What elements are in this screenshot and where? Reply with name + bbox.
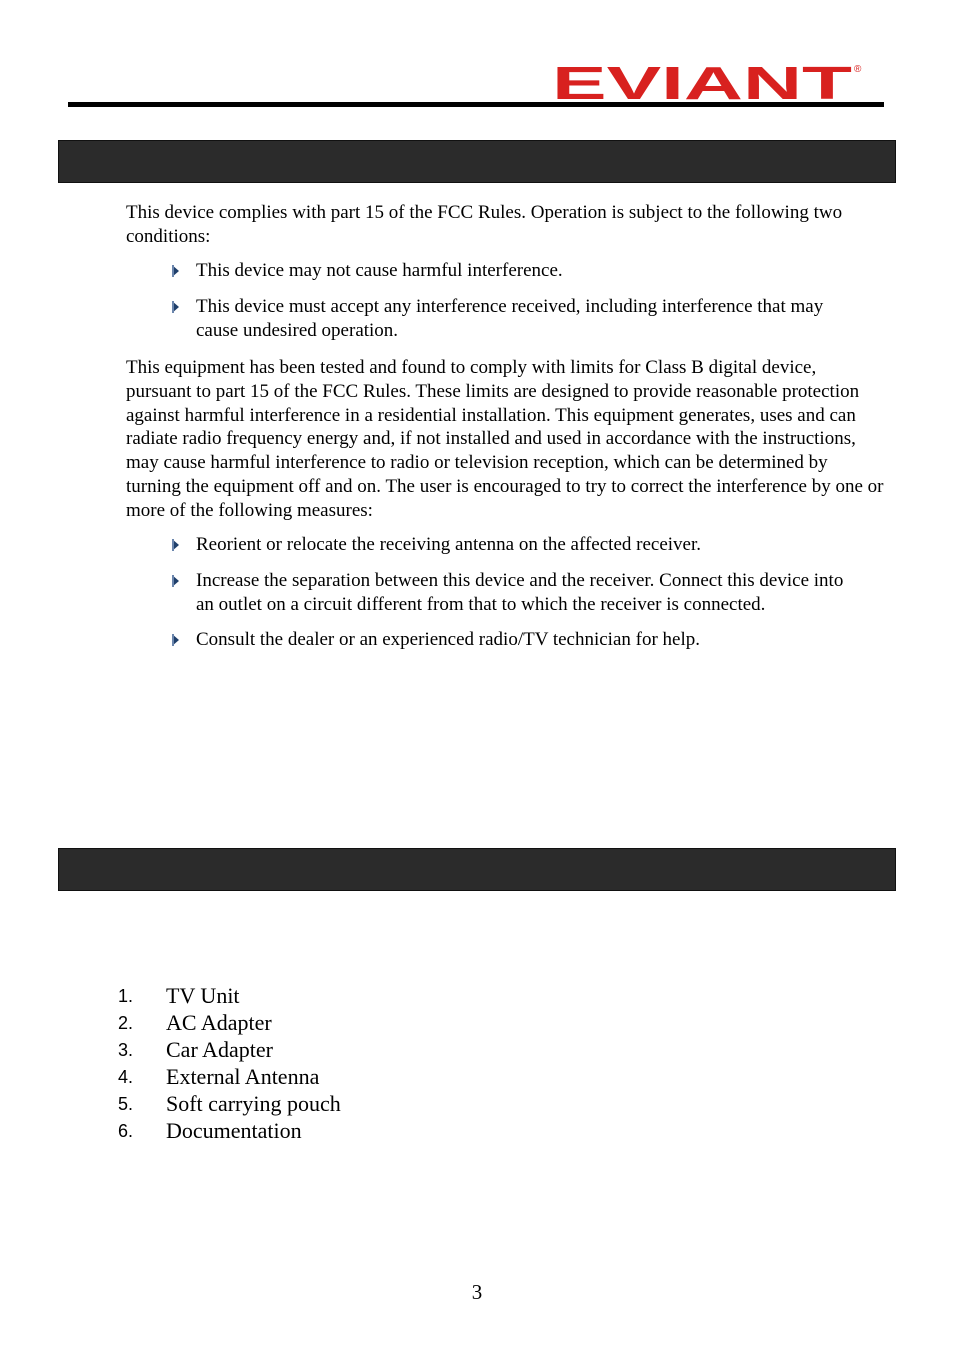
page-number: 3 [471, 1280, 483, 1304]
list-item: 6. Documentation [118, 1117, 302, 1143]
logo-text: EVIANT [552, 62, 852, 102]
list-item: 2. AC Adapter [118, 1009, 272, 1035]
section-header-bar-fcc [58, 140, 896, 183]
list-item: 4. External Antenna [118, 1063, 320, 1089]
list-item: 3. Car Adapter [118, 1036, 273, 1062]
bullet-arrow-icon [172, 265, 179, 277]
list-item: Reorient or relocate the receiving antenna on the affected receiver. [170, 533, 860, 557]
header-rule [68, 102, 884, 107]
bullet-arrow-icon [172, 539, 179, 551]
fcc-measures-list [170, 533, 860, 664]
list-item: Increase the separation between this device and the receiver. Connect this device into an outlet on a circuit different from that to which the receiver is connected. [170, 569, 860, 617]
fcc-statement-paragraph: This equipment has been tested and found to comply with limits for Class B digital device, pursuant to part 15 of the FCC Rules. These limits are designed to provide reasonable protection against harmful interference in a residential installation. This equipment generates, uses and can radiate radio frequency energy and, if not installed and used in accordance with the instructions, may cause harmful interference to radio or television reception, which can be determined by turning the equipment off and on. The user is encouraged to try to correct the interference by one or more of the following measures: [126, 357, 884, 521]
list-item: This device may not cause harmful interference. [170, 259, 860, 283]
registered-mark: ® [854, 64, 862, 75]
bullet-arrow-icon [172, 575, 179, 587]
fcc-conditions-list [170, 259, 860, 354]
eviant-logo [552, 62, 864, 102]
bullet-arrow-icon [172, 301, 179, 313]
list-item: Consult the dealer or an experienced radio/TV technician for help. [170, 628, 860, 652]
fcc-intro-paragraph: This device complies with part 15 of the FCC Rules. Operation is subject to the following two conditions: [126, 202, 843, 247]
list-item: 5. Soft carrying pouch [118, 1090, 341, 1116]
list-item: This device must accept any interference received, including interference that may cause undesired operation. [170, 295, 860, 343]
section-header-bar-package [58, 848, 896, 891]
package-contents-list [118, 983, 341, 1144]
list-item: 1. TV Unit [118, 983, 240, 1008]
bullet-arrow-icon [172, 634, 179, 646]
